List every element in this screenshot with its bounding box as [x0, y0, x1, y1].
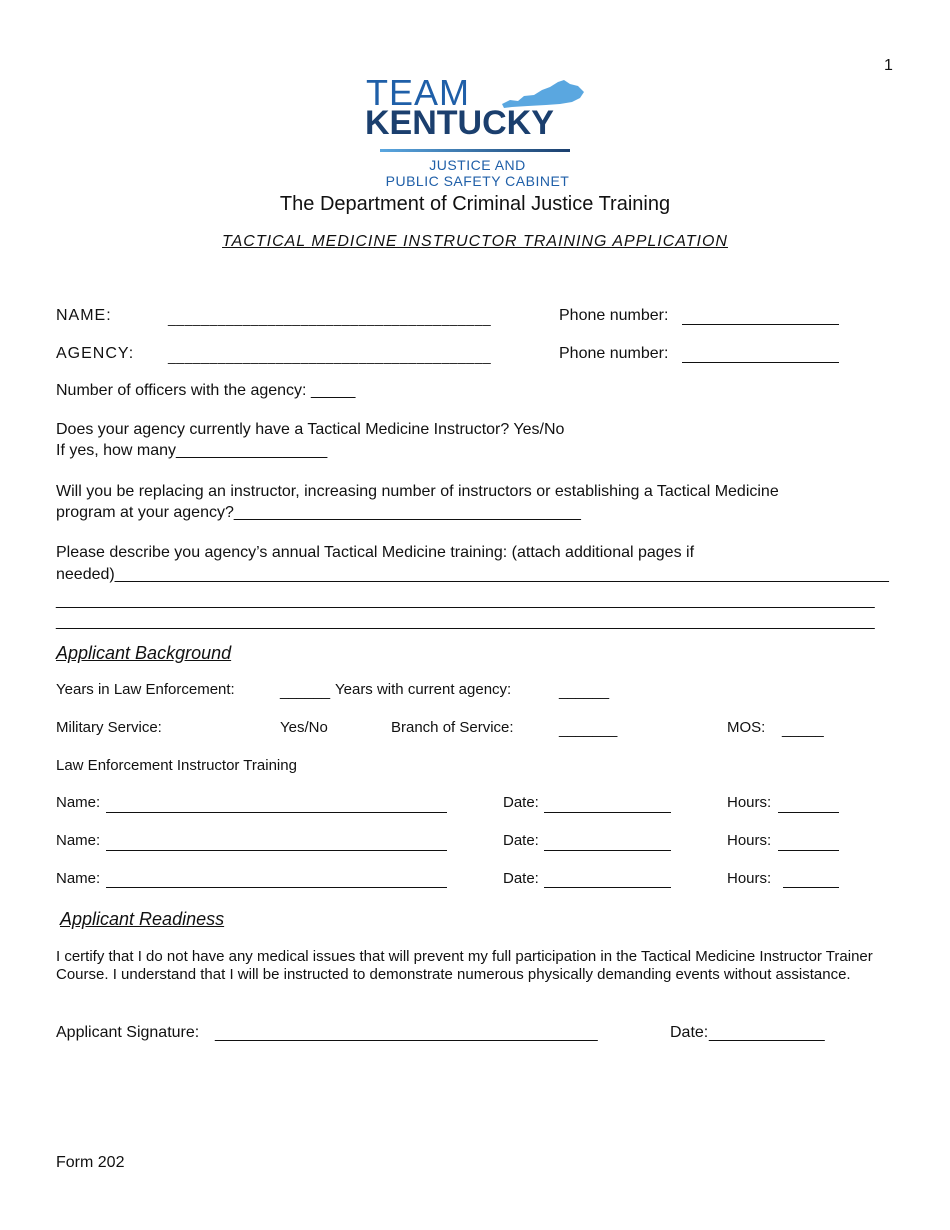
describe-training-line-2[interactable]: needed)_______________________________________________________________________________________: [56, 566, 889, 583]
describe-training-line-3[interactable]: ____________________________________________________________________________________________: [56, 592, 875, 609]
training-date-field[interactable]: [544, 812, 671, 813]
applicant-readiness-heading: Applicant Readiness: [60, 909, 225, 929]
training-date-field[interactable]: [544, 887, 671, 888]
certification-statement: I certify that I do not have any medical issues that will prevent my full participation in the Tactical Medicine Instructor Trainer Course. I understand that I will be instructed to demonstrate numerous physically demanding events without assistance.: [56, 948, 873, 983]
agency-field[interactable]: _______________________________________: [168, 348, 492, 364]
instructor-question: Does your agency currently have a Tactical Medicine Instructor? Yes/No: [56, 421, 565, 438]
branch-label: Branch of Service:: [391, 719, 514, 736]
military-service-options[interactable]: Yes/No: [280, 719, 328, 736]
form-title: TACTICAL MEDICINE INSTRUCTOR TRAINING APPLICATION: [222, 233, 728, 250]
replacing-question-line-2[interactable]: program at your agency?_______________________________________: [56, 504, 581, 521]
training-hours-label: Hours:: [727, 794, 772, 811]
training-date-label: Date:: [503, 794, 539, 811]
logo-subtitle-1: JUSTICE AND: [429, 157, 526, 173]
form-number: Form 202: [56, 1154, 125, 1171]
years-agency-field[interactable]: ______: [559, 683, 610, 700]
logo-divider: [380, 149, 570, 152]
phone-label-1: Phone number:: [559, 307, 669, 324]
signature-date-label: Date:: [670, 1024, 709, 1041]
years-agency-label: Years with current agency:: [335, 681, 512, 698]
military-service-label: Military Service:: [56, 719, 162, 736]
applicant-background-heading: Applicant Background: [56, 643, 232, 663]
training-date-label: Date:: [503, 832, 539, 849]
training-date-label: Date:: [503, 870, 539, 887]
logo-subtitle-2: PUBLIC SAFETY CABINET: [385, 173, 570, 189]
phone-field-2[interactable]: [682, 362, 839, 363]
years-le-label: Years in Law Enforcement:: [56, 681, 235, 698]
training-hours-field[interactable]: [778, 812, 839, 813]
training-hours-field[interactable]: [783, 887, 839, 888]
team-kentucky-logo: [360, 72, 595, 192]
describe-training-line-1: Please describe you agency’s annual Tactical Medicine training: (attach additional pages if: [56, 544, 695, 561]
signature-field[interactable]: ___________________________________________: [215, 1025, 598, 1042]
training-date-field[interactable]: [544, 850, 671, 851]
training-name-field[interactable]: [106, 887, 447, 888]
department-name: The Department of Criminal Justice Training: [279, 193, 671, 215]
page-number: 1: [884, 57, 893, 74]
signature-date-field[interactable]: _____________: [709, 1025, 825, 1042]
signature-label: Applicant Signature:: [56, 1024, 200, 1041]
phone-label-2: Phone number:: [559, 345, 669, 362]
phone-field-1[interactable]: [682, 324, 839, 325]
training-name-field[interactable]: [106, 812, 447, 813]
years-le-field[interactable]: ______: [280, 683, 331, 700]
instructor-training-label: Law Enforcement Instructor Training: [56, 757, 297, 774]
branch-field[interactable]: _______: [559, 721, 618, 738]
name-field[interactable]: _______________________________________: [168, 310, 492, 326]
training-hours-label: Hours:: [727, 870, 772, 887]
replacing-question-line-1: Will you be replacing an instructor, increasing number of instructors or establishing a Tactical Medicine: [56, 483, 779, 500]
logo-team-text: TEAM: [366, 72, 471, 113]
officers-count-question: Number of officers with the agency: _____: [56, 382, 356, 399]
training-name-label: Name:: [56, 832, 101, 849]
instructor-count-field[interactable]: If yes, how many_________________: [56, 442, 328, 459]
mos-field[interactable]: _____: [782, 721, 824, 738]
name-label: NAME:: [56, 307, 112, 324]
training-hours-field[interactable]: [778, 850, 839, 851]
training-name-field[interactable]: [106, 850, 447, 851]
logo-kentucky-text: KENTUCKY: [365, 104, 554, 142]
agency-label: AGENCY:: [56, 345, 135, 362]
mos-label: MOS:: [727, 719, 766, 736]
training-name-label: Name:: [56, 794, 101, 811]
describe-training-line-4[interactable]: ____________________________________________________________________________________________: [56, 613, 875, 630]
training-name-label: Name:: [56, 870, 101, 887]
training-hours-label: Hours:: [727, 832, 772, 849]
